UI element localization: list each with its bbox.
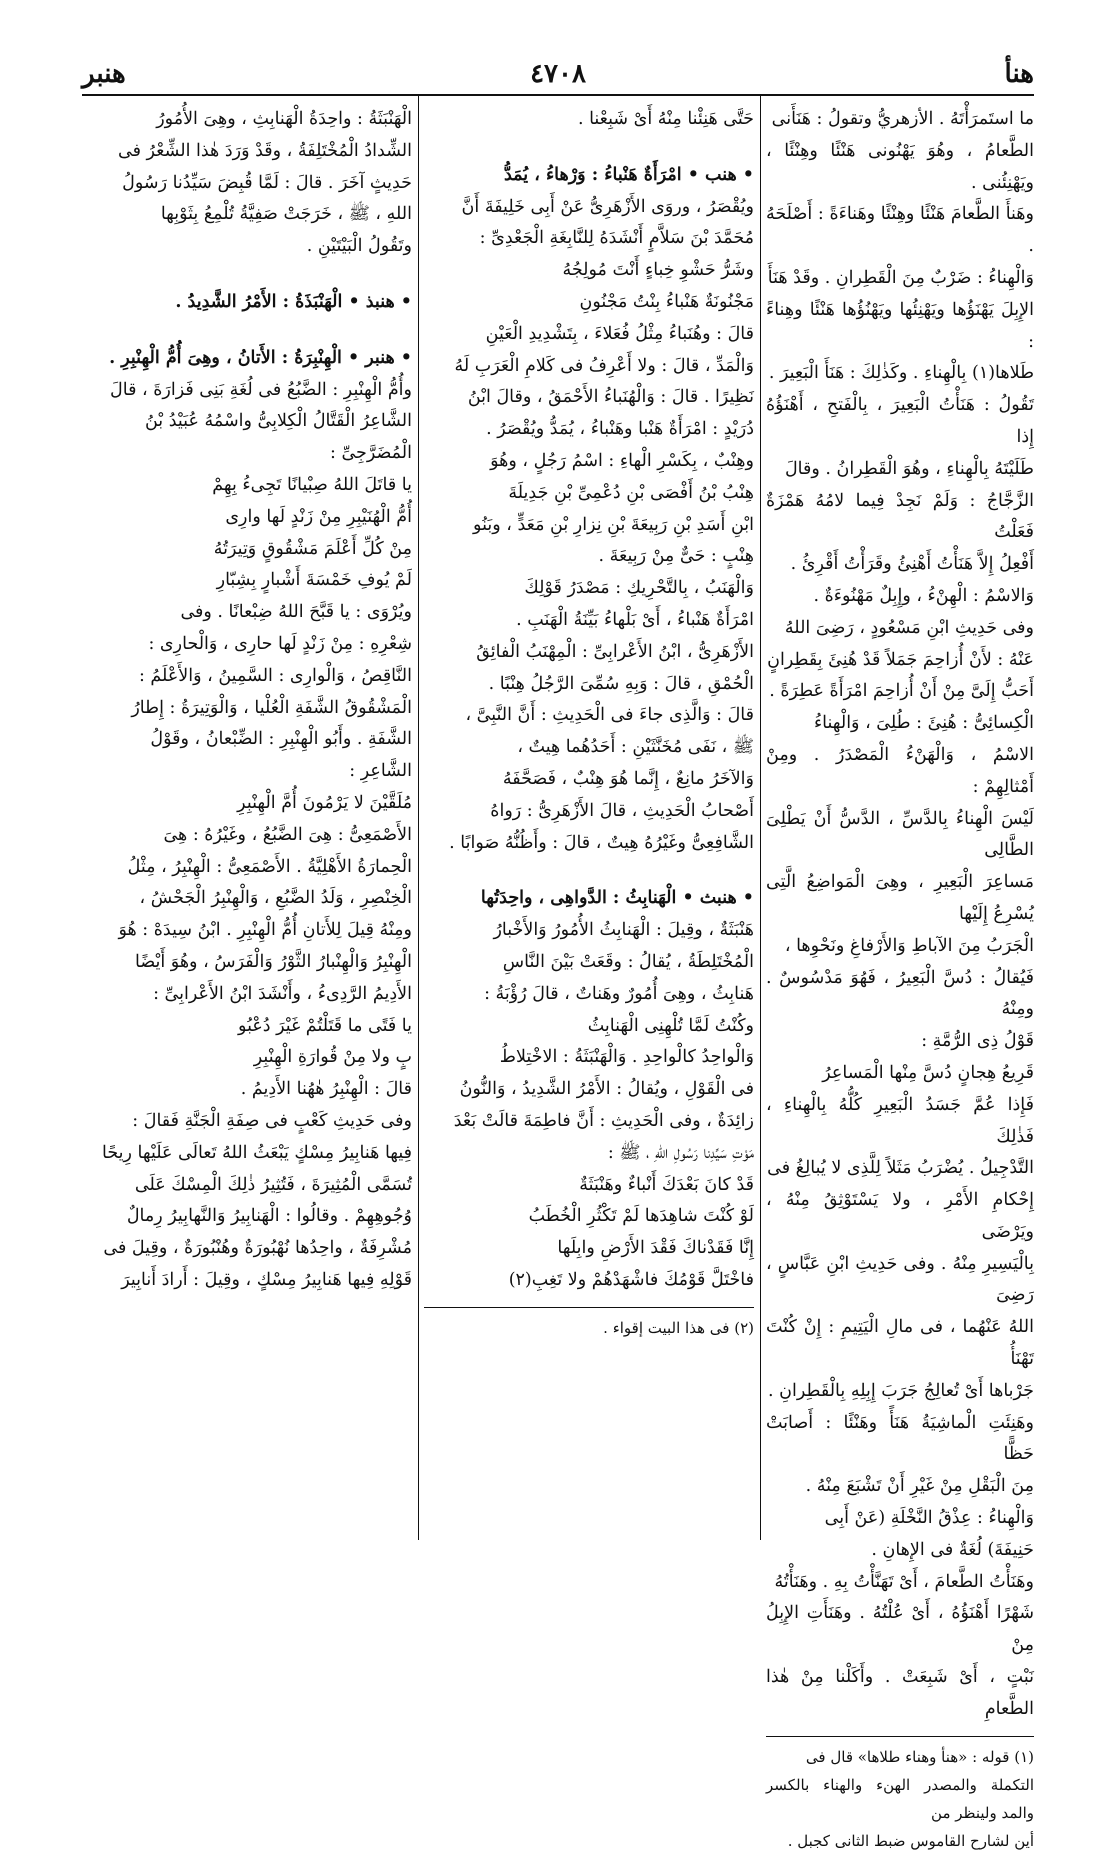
text-line: شَهْرًا أَهْنَؤُهُ ، أَىْ عُلْتُهُ . وهَنَأَتِ الإِبِلُ مِنْ bbox=[766, 1603, 1034, 1656]
text-line: مَساعِرَ الْبَعِيرِ ، وهِىَ الْمَواضِعُ الَّتِى يُسْرِعُ إِلَيْها bbox=[766, 872, 1034, 924]
text-line: وَالْمَدِّ ، قالَ : ولا أَعْرِفُ فى كَلامِ الْعَرَبِ لَهُ bbox=[454, 355, 754, 376]
text-line: الشَّفَةِ . وأَبُو الْهِنْبِرِ : الضِّبْعانُ ، وقَوْلُ bbox=[150, 729, 412, 750]
text-line: النَّاقِصُ ، وَالْوارِى : السَّمِينُ ، وَالأَعْلَمُ : bbox=[138, 665, 412, 686]
text-line: حَتَّى هَنِئْنا مِنْهُ أَىْ شَبِعْنا . bbox=[577, 109, 754, 129]
text-line: ابْنِ أَسَدِ بْنِ رَبِيعَةَ بْنِ نِزارِ بْنِ مَعَدٍّ ، وبَنُو bbox=[473, 514, 754, 535]
text-line: ما استَمرَأْتَهُ . الأزهريُّ وتقولُ : هَنَأَنى bbox=[771, 109, 1034, 129]
text-line: هَنابِثُ ، وهِىَ أُمُورٌ وهَناتٌ ، قالَ رُؤْبَةُ : bbox=[484, 983, 754, 1004]
text-line: الْحُمْقِ ، قالَ : وَبِهِ سُمِّىَ الرَّجُلُ هِنْبًا . bbox=[488, 673, 754, 694]
text-line: وهِنْبٌ ، بِكَسْرِ الْهاءِ : اسْمُ رَجُلٍ ، وهُوَ bbox=[490, 450, 754, 471]
text-line: الْمُخْتَلِطَةُ ، يُقالُ : وقَعَتْ بَيْنَ النَّاسِ bbox=[502, 951, 754, 972]
text-line: وشَرُّ حَشْوِ خِباءٍ أَنْتَ مُولِجُهُ bbox=[562, 260, 754, 281]
column-middle-text bbox=[424, 104, 754, 1297]
text-line: ويُرْوَى : يا قَبَّحَ اللهُ ضِبْعانًا . وفى bbox=[180, 602, 412, 623]
text-line: إِنَّا فَقَدْناكَ فَقْدَ الأَرْضِ وابِلَها bbox=[557, 1238, 754, 1259]
column-right-text bbox=[766, 104, 1034, 1726]
text-line: فاخْتَلَّ قَوْمُكَ فاشْهَدْهُمْ ولا تَغِبِ(٢) bbox=[508, 1269, 754, 1290]
text-line: مَجْنُونَةٌ هَنْباءُ بِنْتُ مَجْنُونِ bbox=[579, 291, 754, 312]
paragraph-gap bbox=[82, 263, 412, 287]
text-line: اللهُ عَنْهُما ، فى مالِ الْيَتِيمِ : إِنْ كُنْتَ تَهْنَأُ bbox=[766, 1317, 1034, 1370]
text-line: هَنْبَثَةٌ ، وقِيلَ : الْهَنابِثُ الأُمُورُ وَالأَخْبارُ bbox=[493, 920, 754, 941]
text-line: التكملة والمصدر الهنء والهناء بالكسر والمد ولينظر من bbox=[766, 1775, 1034, 1822]
header-rule bbox=[82, 94, 1034, 96]
paragraph-gap bbox=[82, 319, 412, 343]
text-line: قَوْلِهِ فِيها هَنابِيرُ مِسْكٍ ، وقِيلَ : أَرادَ أَنابِيرَ bbox=[121, 1269, 412, 1290]
text-line: (١) قوله : «هنأ وهناء طلاها» قال فى bbox=[805, 1747, 1034, 1766]
text-line: جَرْباها أَىْ تُعالِجُ جَرَبَ إِبِلِهِ بِالْقَطِرانِ . bbox=[768, 1380, 1034, 1401]
text-line: وَالاسْمُ : الْهِنْءُ ، وإِبِلٌ مَهْنُوءَةٌ . bbox=[813, 585, 1034, 606]
footnote-2 bbox=[424, 1314, 754, 1342]
text-line: بٍ ولا مِنْ قُوارَةِ الْهِنْبِرِ bbox=[253, 1047, 412, 1068]
text-line: فِيها هَنابِيرُ مِسْكٍ يَبْعَثُ اللهُ تَعالَى عَلَيْها رِيحًا bbox=[102, 1142, 412, 1163]
text-line: فى الْقَوْلِ ، ويُقالُ : الأَمْرُ الشَّدِيدُ ، وَالنُّونُ bbox=[459, 1079, 754, 1100]
text-line: الْكِسائِىُّ : هُنِئَ : طُلِىَ ، وَالْهِناءُ bbox=[813, 713, 1034, 734]
page-number: ٤٧٠٨ bbox=[530, 59, 586, 89]
column-left bbox=[82, 104, 412, 1534]
text-line: حَنِيفَةَ) لُغَةٌ فى الإِهانِ . bbox=[871, 1539, 1034, 1560]
text-line: الْخِنْصِرِ ، وَلَدُ الضَّبُعِ ، وَالْهِنْبِرُ الْجَحْشُ ، bbox=[139, 888, 412, 909]
text-line: شِعْرِهِ : مِنْ زَنْدٍ لَها حارِى ، وَالْحارِى : bbox=[148, 633, 412, 654]
text-line: وَالآخَرُ مانِعٌ ، إِنَّما هُوَ هِنْبٌ ، فَصَحَّفَهُ bbox=[502, 768, 754, 789]
text-line: الْمُضَرَّجِىِّ : bbox=[329, 443, 412, 464]
text-line: الطَّعامُ ، وهُوَ يَهْنُونى هَنْئًا وهِنْئًا ، ويَهْنِئُنى . bbox=[766, 140, 1034, 193]
text-line: وفى حَدِيثِ كَعْبٍ فى صِفَةِ الْجَنَّةِ فَقالَ : bbox=[132, 1110, 412, 1131]
text-line: لَيْسَ الْهِناءُ بِالدَّسِّ ، الدَّسُّ أَنْ يَطْلِىَ الطَّالِى bbox=[766, 808, 1034, 861]
text-line: قالَ : وهُنَباءُ مِثْلُ فُعَلاءَ ، بِتَشْدِيدِ الْعَيْنِ bbox=[485, 323, 754, 344]
text-line: قالَ : وَالَّذِى جاءَ فى الْحَدِيثِ : أَنَّ النَّبِىَّ ، bbox=[465, 705, 754, 726]
page-header bbox=[82, 56, 1034, 92]
text-line: عَنْهُ : لأَنْ أُزاحِمَ جَمَلاً قَدْ هُنِئَ بِقَطِرانٍ bbox=[767, 649, 1034, 670]
text-line: هِنْبٍ : حَىٌّ مِنْ رَبِيعَةَ . bbox=[598, 546, 754, 567]
text-line: الأَصْمَعِىُّ : هِىَ الضَّبُعُ ، وغَيْرُهُ : هِىَ bbox=[163, 824, 412, 845]
text-line: نَبْتٍ ، أَىْ شَبِعَتْ . وأَكَلْنا مِنْ هٰذا الطَّعامِ bbox=[766, 1667, 1034, 1719]
text-line: اللهِ ، ﷺ ، خَرَجَتْ صَفِيَّةُ تُلْمِعُ بِثَوْبِها bbox=[160, 204, 412, 225]
text-line: امْرَأَةٌ هَنْباءُ ، أَىْ بَلْهاءُ بَيِّنَةُ الْهَنَبِ . bbox=[516, 609, 754, 630]
text-line: أَفْعِلُ إِلاَّ هَنَأْتُ أَهْنِئُ وقَرَأْتُ أَقْرِئُ . bbox=[790, 554, 1034, 575]
text-line: الشِّدادُ الْمُخْتَلِفَةُ ، وقَدْ وَرَدَ هٰذا الشِّعْرُ فى bbox=[118, 140, 412, 161]
text-line: نَظِيرًا . قالَ : وَالْهُنَباءُ الأَحْمَقُ ، وقالَ ابْنُ bbox=[467, 387, 754, 408]
text-line: مُلَقَّيْنَ لا يَرْمُونَ أُمَّ الْهِنْبِرِ bbox=[237, 792, 412, 813]
text-line: قَوْلُ ذِى الرُّمَّةِ : bbox=[921, 1031, 1034, 1052]
text-line: مِنْ كُلِّ أَعْلَمَ مَشْقُوقٍ وَتِيرَتُهُ bbox=[213, 538, 412, 559]
text-line: • هنب • امْرَأَةٌ هَنْباءُ : وَرْهاءُ ، يُمَدُّ bbox=[503, 164, 754, 185]
text-line: الْهِنْبِرُ وَالْهِنْبارُ الثَّوْرُ وَالْفَرَسُ ، وهُوَ أَيْضًا bbox=[134, 951, 412, 972]
text-line: طَلاها(١) بِالْهِناءِ . وكَذٰلِكَ : هَنَأَ الْبَعِيرَ . bbox=[768, 363, 1034, 384]
text-line: وَالْهِناءُ : عِذْقُ النَّخْلَةِ (عَنْ أَبِى bbox=[824, 1508, 1034, 1529]
text-line: بِالْيَسِيرِ مِنْهُ . وفى حَدِيثِ ابْنِ عَبَّاسٍ ، رَضِىَ bbox=[766, 1253, 1034, 1306]
text-line: وَالْواحِدُ كالْواحِدِ . وَالْهَنْبَثَةُ : الاخْتِلاطُ bbox=[499, 1047, 754, 1068]
text-line: مِنَ الْبَقْلِ مِنْ غَيْرِ أَنْ تَشْبَعَ مِنْهُ . bbox=[805, 1476, 1034, 1497]
text-line: وأُمُّ الْهِنْبِرِ : الضَّبُعُ فى لُغَةِ بَنِى فَزارَةَ ، قالَ bbox=[110, 379, 412, 400]
text-line: الأَدِيمُ الرَّدِىءُ ، وأَنْشَدَ ابْنُ الأَعْرابِىِّ : bbox=[153, 983, 412, 1004]
text-line: التَّدْجِيلُ . يُضْرَبُ مَثَلاً لِلَّذِى لا يُبالِغُ فى bbox=[767, 1158, 1034, 1179]
text-line: يا فَتًى ما قَتَلْتُمْ غَيْرَ دُعْبُو bbox=[238, 1015, 412, 1036]
text-line: فَإِذا عُمَّ جَسَدُ الْبَعِيرِ كُلُّهُ بِالْهِناءِ ، فَذٰلِكَ bbox=[766, 1094, 1034, 1147]
text-line: مَوْتِ سَيِّدِنا رَسُولِ اللهِ ، ﷺ : bbox=[607, 1142, 754, 1163]
text-line: تُسَمَّى الْمُثِيرَةَ ، فَتُثِيرُ ذٰلِكَ الْمِسْكَ عَلَى bbox=[134, 1174, 412, 1195]
text-line: وُجُوهِهِمْ . وقالُوا : الْهَنابِيرُ وَالنَّهابِيرُ رِمالٌ bbox=[126, 1206, 412, 1227]
text-line: قَدْ كانَ بَعْدَكَ أَنْباءٌ وهَنْبَثَةٌ bbox=[579, 1174, 754, 1195]
column-separator-right bbox=[760, 96, 761, 1540]
text-line: أُمُّ الْهُنَيْبِرِ مِنْ زَنْدٍ لَها وارِى bbox=[225, 506, 412, 527]
text-line: الْجَرَبُ مِنَ الآباطِ وَالأَرْفاغِ ونَحْوِها ، bbox=[784, 935, 1034, 956]
column-separator-left bbox=[418, 96, 419, 1540]
text-line: مُحَمَّدَ بْنَ سَلاَّمٍ أَنْشَدَهُ لِلنَّابِغَةِ الْجَعْدِىِّ : bbox=[479, 228, 754, 249]
text-line: هِنْبُ بْنُ أَفْصَى بْنِ دُعْمِىِّ بْنِ جَدِيلَةَ bbox=[508, 482, 754, 503]
text-line: وهَنَأْتُ الطَّعامَ ، أَىْ تَهَنَّأْتُ بِهِ . وهَنَأْتُهُ bbox=[774, 1571, 1034, 1592]
footnote-rule bbox=[766, 1736, 1034, 1737]
text-line: وكُنْتُ لَمَّا تُلْهِنِى الْهَنابِثُ bbox=[587, 1015, 754, 1036]
text-line: الاسْمُ ، وَالْهَنْءُ الْمَصْدَرُ . ومِنْ أَمْثالِهِمْ : bbox=[766, 744, 1034, 797]
text-line: • هنبذ • الْهَنْبَذَةُ : الأَمْرُ الشَّدِيدُ . bbox=[175, 291, 412, 312]
footnote-1 bbox=[766, 1743, 1034, 1855]
text-line: الزَّجَّاجُ : وَلَمْ نَجِدْ فِيما لامُهُ هَمْزَةٌ فَعَلْتُ bbox=[766, 490, 1034, 543]
text-line: (٢) فى هذا البيت إقواء . bbox=[603, 1318, 754, 1337]
text-line: دُرَيْدٍ : امْرَأَةٌ هَنْبا وهَنْباءُ ، يُمَدُّ ويُقْصَرُ . bbox=[486, 419, 754, 440]
text-line: الشَّاعِرِ : bbox=[349, 761, 412, 782]
text-line: وهَنِئَتِ الْماشِيَةُ هَنَأً وهَنْئًا : أَصابَتْ حَظًّا bbox=[766, 1412, 1034, 1465]
text-line: الإِبِلَ يَهْنَؤُها ويَهْنِئُها ويَهْنُؤُها هَنْئًا وهِناءً : bbox=[766, 299, 1034, 352]
text-line: فَيُقالُ : دُسَّ الْبَعِيرُ ، فَهُوَ مَدْسُوسٌ . ومِنْهُ bbox=[766, 967, 1034, 1020]
text-line: قالَ : الْهِنْبِرُ هٰهُنا الأَدِيمُ . bbox=[240, 1079, 412, 1100]
text-line: أَحَبُّ إِلَىَّ مِنْ أَنْ أُزاحِمَ امْرَأَةً عَطِرَةً . bbox=[769, 681, 1034, 702]
text-line: لَوْ كُنْتَ شاهِدَها لَمْ تَكْثُرِ الْخُطَبُ bbox=[528, 1206, 754, 1227]
text-line: حَدِيثٍ آخَرَ . قالَ : لَمَّا قُبِضَ سَيِّدُنا رَسُولُ bbox=[122, 172, 412, 193]
text-line: زائِدَةٌ ، وفى الْحَدِيثِ : أَنَّ فاطِمَةَ قالَتْ بَعْدَ bbox=[453, 1110, 754, 1131]
paragraph-gap bbox=[424, 136, 754, 160]
text-line: • هنبر • الْهِنْبِرَةُ : الأَتانُ ، وهِىَ أُمُّ الْهِنْبِرِ . bbox=[109, 347, 412, 368]
text-line: الْحِمارَةُ الأَهْلِيَّةُ . الأَصْمَعِىُّ : الْهِنْبِرُ ، مِثْلُ bbox=[127, 856, 412, 877]
text-line: الْمَشْقُوقُ الشَّفَةِ الْعُلْيا ، وَالْوَتِيرَةُ : إِطارُ bbox=[131, 697, 412, 718]
text-line: يا قاتَلَ اللهُ صِبْيانًا تَجِىءُ بِهِمْ bbox=[212, 474, 412, 495]
text-line: الْهَنْبَثَةُ : واحِدَةُ الْهَنابِثِ ، وهِىَ الأُمُورُ bbox=[156, 109, 412, 129]
text-line: وتَقُولُ الْبَيْتَيْنِ . bbox=[306, 236, 412, 257]
text-line: أين لشارح القاموس ضبط الثانى كجبل . bbox=[787, 1831, 1034, 1850]
text-line: الشَّافِعِىُّ وغَيْرُهُ هِيتٌ ، قالَ : وأَظُنُّهُ صَوابًا . bbox=[449, 832, 754, 853]
text-line: • هنبث • الْهَنابِثُ : الدَّواهِى ، واحِدَتُها bbox=[480, 888, 754, 909]
text-line: وَالْهَنَبُ ، بِالتَّحْرِيكِ : مَصْدَرُ قَوْلِكَ bbox=[524, 578, 754, 599]
text-line: تَقُولُ : هَنَأْتُ الْبَعِيرَ ، بِالْفَتحِ ، أَهْنَؤُهُ إِذا bbox=[766, 395, 1034, 447]
paragraph-gap bbox=[424, 859, 754, 883]
text-line: ﷺ ، نَفَى مُخَنَّثَيْنِ : أَحَدُهُما هِيتٌ ، bbox=[517, 737, 754, 758]
text-line: إِحْكامِ الأَمْرِ ، ولا يَسْتَوْثِقُ مِنْهُ ، ويَرْضَى bbox=[766, 1190, 1034, 1242]
header-right-word: هنأ bbox=[1004, 59, 1034, 89]
header-left-word: هنبر bbox=[82, 59, 126, 89]
footnote-rule bbox=[424, 1307, 754, 1308]
text-line: وَالْهِناءُ : ضَرْبٌ مِنَ الْقَطِرانِ . وقَدْ هَنَأَ bbox=[767, 267, 1034, 288]
text-line: قَرِيعُ هِجانٍ دُسَّ مِنْها الْمَساعِرُ bbox=[822, 1062, 1034, 1083]
column-left-text bbox=[82, 104, 412, 1297]
text-line: الشَّاعِرُ الْقَتَّالُ الْكِلابِىُّ واسْمُهُ عُبَيْدُ بْنُ bbox=[144, 411, 412, 432]
column-middle bbox=[424, 104, 754, 1534]
text-line: مُشْرِفَةٌ ، واحِدُها نُهْبُورَةٌ وهُنْبُورَةٌ ، وقِيلَ فى bbox=[103, 1238, 412, 1259]
text-line: أَصْحابُ الْحَدِيثِ ، قالَ الأَزْهَرِىُّ : رَواهُ bbox=[490, 800, 754, 821]
text-line: ويُقْصَرُ ، وروَى الأَزْهَرِىُّ عَنْ أَبِى خَلِيفَةَ أَنَّ bbox=[461, 196, 754, 217]
text-line: طَلَيْتَهُ بِالْهِناءِ ، وهُوَ الْقَطِرانُ . وقالَ bbox=[784, 458, 1034, 479]
text-line: وفى حَدِيثِ ابْنِ مَسْعُودٍ ، رَضِىَ اللهُ bbox=[784, 617, 1034, 638]
text-line: الأَزْهَرِىُّ ، ابْنُ الأَعْرابِىِّ : الْمِهْنَبُ الْفائِقُ bbox=[476, 641, 754, 662]
text-line: لَمْ يُوفِ خَمْسَةَ أَشْبارٍ بِشِبّارِ bbox=[216, 570, 412, 591]
text-line: وهَنأَ الطَّعامَ هَنْئًا وهِنْئًا وهَناءَةً : أَصْلَحَهُ . bbox=[766, 204, 1034, 257]
text-line: ومِنْهُ قِيلَ لِلأَتانِ أُمُّ الْهِنْبِرِ . ابْنُ سِيدَهْ : هُوَ bbox=[118, 920, 412, 941]
column-right bbox=[766, 104, 1034, 1850]
